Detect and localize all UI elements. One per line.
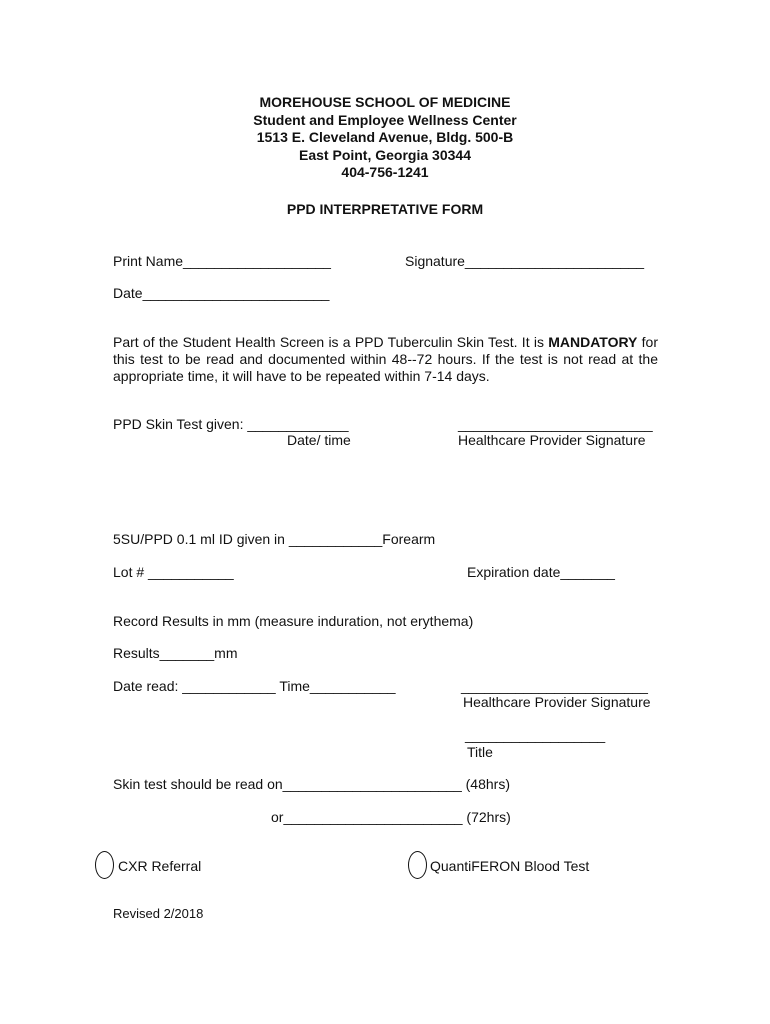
form-title: PPD INTERPRETATIVE FORM — [286, 201, 484, 217]
signature-field[interactable]: Signature_______________________ — [405, 253, 645, 269]
read-on-72hrs-field[interactable]: or_______________________ (72hrs) — [271, 809, 511, 825]
quantiferon-checkbox[interactable] — [408, 851, 427, 879]
title-label: Title — [467, 744, 493, 760]
paragraph-part1: Part of the Student Health Screen is a PPD Tuberculin Skin Test. It is — [113, 334, 549, 350]
lot-number-field[interactable]: Lot # ___________ — [113, 564, 234, 580]
date-time-read-field[interactable]: Date read: ____________ Time___________ — [113, 678, 396, 694]
provider-signature-line-1[interactable]: _________________________ — [458, 416, 653, 432]
mandatory-text: MANDATORY — [548, 334, 638, 350]
header-institution-name: MOREHOUSE SCHOOL OF MEDICINE — [259, 94, 511, 110]
cxr-referral-checkbox[interactable] — [95, 851, 114, 879]
header-city-state: East Point, Georgia 30344 — [299, 146, 471, 163]
cxr-referral-label: CXR Referral — [118, 858, 202, 874]
provider-signature-label-1: Healthcare Provider Signature — [458, 432, 646, 448]
results-mm-field[interactable]: Results_______mm — [113, 645, 238, 661]
print-name-field[interactable]: Print Name___________________ — [113, 253, 331, 269]
dose-given-field[interactable]: 5SU/PPD 0.1 ml ID given in ____________Forearm — [113, 531, 436, 547]
header-department: Student and Employee Wellness Center — [253, 111, 517, 128]
instruction-paragraph — [113, 334, 658, 385]
provider-signature-line-2[interactable]: ________________________ — [461, 678, 648, 694]
revision-date: Revised 2/2018 — [113, 906, 204, 921]
expiration-date-field[interactable]: Expiration date_______ — [467, 564, 615, 580]
read-on-48hrs-field[interactable]: Skin test should be read on_______________________ (48hrs) — [113, 776, 510, 792]
paragraph-part2: for this test to be read and documented within 48--72 hours. If the test is not read at the appropriate time, it will have to be repeated within 7-14 days. — [113, 334, 658, 384]
header-street-address: 1513 E. Cleveland Avenue, Bldg. 500-B — [256, 129, 514, 145]
institution-header — [0, 94, 770, 182]
date-field[interactable]: Date________________________ — [113, 285, 330, 301]
results-instruction: Record Results in mm (measure induration, not erythema) — [113, 613, 474, 629]
header-phone: 404-756-1241 — [341, 164, 429, 180]
quantiferon-label: QuantiFERON Blood Test — [430, 858, 590, 874]
provider-signature-label-2: Healthcare Provider Signature — [463, 694, 651, 710]
date-time-label: Date/ time — [287, 432, 351, 448]
ppd-test-given-field[interactable]: PPD Skin Test given: _____________ — [113, 416, 349, 432]
title-line[interactable]: __________________ — [465, 727, 606, 743]
